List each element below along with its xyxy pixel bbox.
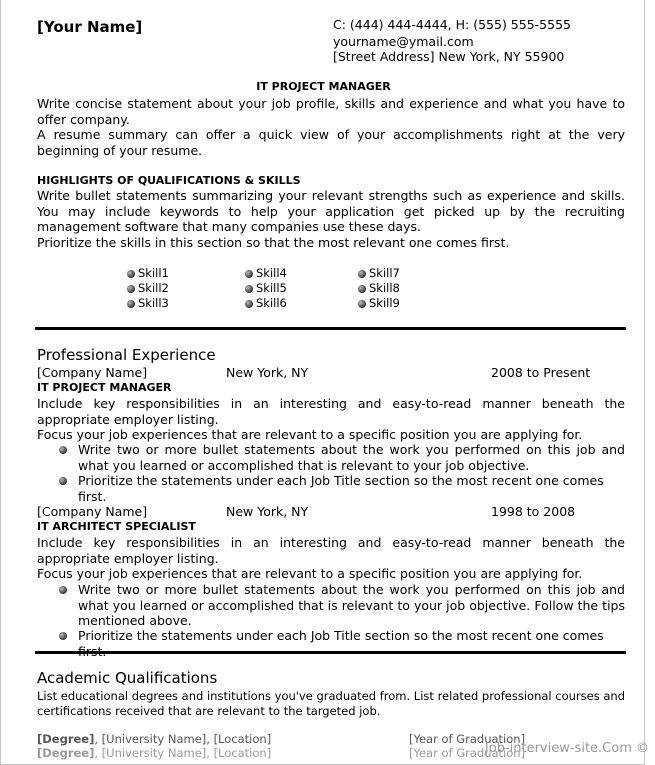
job-2-location: New York, NY bbox=[226, 504, 309, 519]
education-title: Academic Qualifications bbox=[37, 669, 218, 687]
skill-item: Skill4 bbox=[245, 266, 287, 281]
education-row-2-year: [Year of Graduation] bbox=[409, 746, 526, 760]
skill-item: Skill9 bbox=[358, 296, 400, 311]
bullet-icon bbox=[245, 285, 253, 293]
education-row-1: [Degree], [University Name], [Location] bbox=[37, 732, 272, 746]
skill-item: Skill6 bbox=[245, 296, 287, 311]
section-divider bbox=[35, 327, 626, 330]
bullet-icon bbox=[358, 270, 366, 278]
education-text: List educational degrees and institutions you've graduated from. List related professional courses and certifications received that are relevant to the targeted job. bbox=[37, 689, 625, 718]
bullet-icon bbox=[59, 586, 67, 594]
job-1-dates: 2008 to Present bbox=[491, 365, 591, 380]
bullet-icon bbox=[245, 300, 253, 308]
job-1-title: IT PROJECT MANAGER bbox=[37, 381, 172, 394]
degree: [Degree] bbox=[37, 746, 95, 760]
job-1-company: [Company Name] bbox=[37, 365, 148, 380]
bullet-icon bbox=[127, 300, 135, 308]
job-1-bullet-1: Write two or more bullet statements about the work you performed on this job and what you learned or accomplished that is relevant to your job objective. bbox=[59, 442, 625, 473]
bullet-icon bbox=[59, 477, 67, 485]
job-2-dates: 1998 to 2008 bbox=[491, 504, 576, 519]
education-row-2: [Degree], [University Name], [Location] bbox=[37, 746, 272, 760]
bullet-icon bbox=[245, 270, 253, 278]
qualifications-text: Write bullet statements summarizing your relevant strengths such as experience and skills. You may include keywords to help your application get picked up by the recruiting management software that many companies use these days. bbox=[37, 188, 625, 234]
skills-column-1 bbox=[127, 266, 169, 311]
job-2-bullet-2: Prioritize the statements under each Job Title section so the most recent one comes bbox=[59, 628, 625, 644]
skills-column-3 bbox=[358, 266, 400, 311]
bullet-icon bbox=[127, 285, 135, 293]
job-1-location: New York, NY bbox=[226, 365, 309, 380]
phone-numbers: C: (444) 444-4444, H: (555) 555-5555 bbox=[333, 17, 571, 32]
job-2-company: [Company Name] bbox=[37, 504, 148, 519]
job-1-description: Include key responsibilities in an interesting and easy-to-read manner beneath the appropriate employer listing. bbox=[37, 396, 625, 427]
skills-column-2 bbox=[245, 266, 287, 311]
watermark: Job-interview-site.Com © bbox=[484, 741, 649, 756]
section-divider bbox=[35, 651, 626, 654]
bullet-icon bbox=[358, 285, 366, 293]
job-2-description: Include key responsibilities in an interesting and easy-to-read manner beneath the appropriate employer listing. bbox=[37, 535, 625, 566]
objective-title: IT PROJECT MANAGER bbox=[256, 80, 391, 93]
email-address: yourname@ymail.com bbox=[333, 34, 474, 49]
job-2-focus: Focus your job experiences that are relevant to a specific position you are applying for. bbox=[37, 566, 583, 581]
street-address: [Street Address] New York, NY 55900 bbox=[333, 49, 565, 64]
skill-item: Skill2 bbox=[127, 281, 169, 296]
summary-line-2: A resume summary can offer a quick view of your accomplishments right at the very beginning of your resume. bbox=[37, 127, 625, 158]
skill-item: Skill7 bbox=[358, 266, 400, 281]
bullet-icon bbox=[358, 300, 366, 308]
job-1-focus: Focus your job experiences that are relevant to a specific position you are applying for. bbox=[37, 427, 583, 442]
job-1-bullet-2: Prioritize the statements under each Job Title section so the most recent one comes first. bbox=[59, 473, 625, 489]
skill-item: Skill5 bbox=[245, 281, 287, 296]
experience-title: Professional Experience bbox=[37, 346, 216, 364]
skill-item: Skill3 bbox=[127, 296, 169, 311]
bullet-icon bbox=[127, 270, 135, 278]
bullet-icon bbox=[59, 446, 67, 454]
candidate-name: [Your Name] bbox=[37, 18, 143, 36]
skill-item: Skill8 bbox=[358, 281, 400, 296]
job-2-title: IT ARCHITECT SPECIALIST bbox=[37, 520, 196, 533]
qualifications-title: HIGHLIGHTS OF QUALIFICATIONS & SKILLS bbox=[37, 174, 301, 187]
qualifications-priority-text: Prioritize the skills in this section so that the most relevant one comes first. bbox=[37, 235, 510, 250]
summary-line-1: Write concise statement about your job profile, skills and experience and what you have to offer company. bbox=[37, 96, 625, 127]
education-row-1-year: [Year of Graduation] bbox=[409, 732, 526, 746]
skill-item: Skill1 bbox=[127, 266, 169, 281]
degree: [Degree] bbox=[37, 732, 95, 746]
bullet-icon bbox=[59, 632, 67, 640]
job-2-bullet-1: Write two or more bullet statements about the work you performed on this job and what you learned or accomplished that is relevant to your job objective. Follow the tips mentioned above. bbox=[59, 582, 625, 629]
